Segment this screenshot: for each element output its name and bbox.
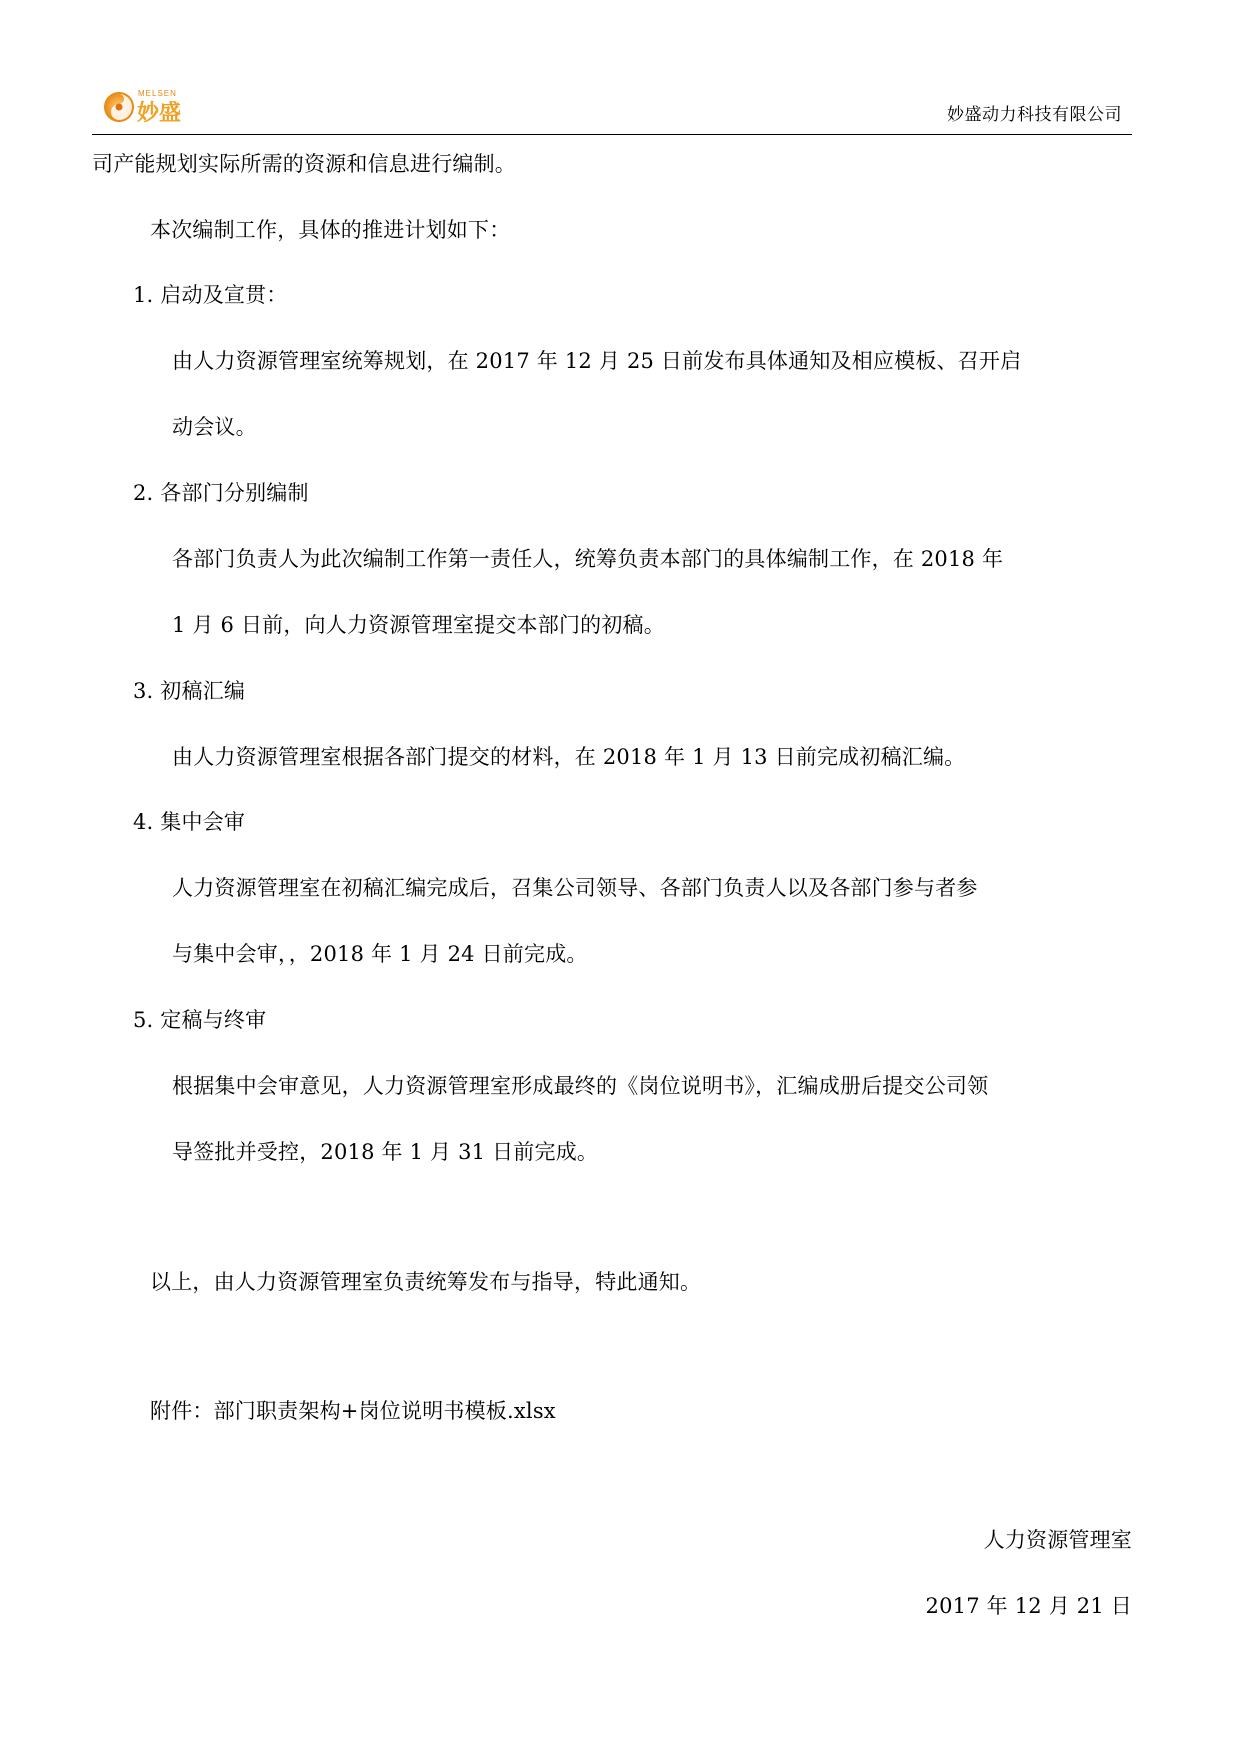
step-3-line-1: 由人力资源管理室根据各部门提交的材料，在 2018 年 1 月 13 日前完成初稿汇编。 (172, 745, 966, 769)
step-2-line-1: 各部门负责人为此次编制工作第一责任人，统筹负责本部门的具体编制工作，在 2018 年 (172, 547, 1004, 571)
closing-statement: 以上，由人力资源管理室负责统筹发布与指导，特此通知。 (150, 1270, 702, 1294)
step-3-title: 3. 初稿汇编 (133, 679, 246, 703)
attachment-line: 附件：部门职责架构+岗位说明书模板.xlsx (150, 1399, 556, 1423)
step-4-line-1: 人力资源管理室在初稿汇编完成后，召集公司领导、各部门负责人以及各部门参与者参 (172, 876, 978, 900)
logo-en-text: MELSEN (138, 89, 177, 98)
step-5-line-1: 根据集中会审意见，人力资源管理室形成最终的《岗位说明书》，汇编成册后提交公司领 (172, 1074, 989, 1098)
signature-department: 人力资源管理室 (983, 1528, 1132, 1552)
intro-continuation: 司产能规划实际所需的资源和信息进行编制。 (92, 152, 516, 176)
signature-date: 2017 年 12 月 21 日 (925, 1594, 1132, 1618)
melsen-logo (102, 84, 192, 130)
company-name: 妙盛动力科技有限公司 (947, 105, 1122, 125)
step-4-title: 4. 集中会审 (133, 810, 246, 834)
plan-intro: 本次编制工作，具体的推进计划如下： (150, 218, 511, 242)
step-1-line-2: 动会议。 (172, 415, 257, 439)
step-1-title: 1. 启动及宣贯： (133, 283, 288, 307)
step-5-title: 5. 定稿与终审 (133, 1008, 267, 1032)
step-1-line-1: 由人力资源管理室统筹规划，在 2017 年 12 月 25 日前发布具体通知及相应模板、召开启 (172, 349, 1022, 373)
step-5-line-2: 导签批并受控，2018 年 1 月 31 日前完成。 (172, 1140, 599, 1164)
step-4-line-2: 与集中会审，，2018 年 1 月 24 日前完成。 (172, 942, 588, 966)
step-2-title: 2. 各部门分别编制 (133, 481, 309, 505)
logo-cn-text: 妙盛 (137, 101, 182, 126)
step-2-line-2: 1 月 6 日前，向人力资源管理室提交本部门的初稿。 (172, 613, 665, 637)
page-header (92, 84, 1132, 135)
